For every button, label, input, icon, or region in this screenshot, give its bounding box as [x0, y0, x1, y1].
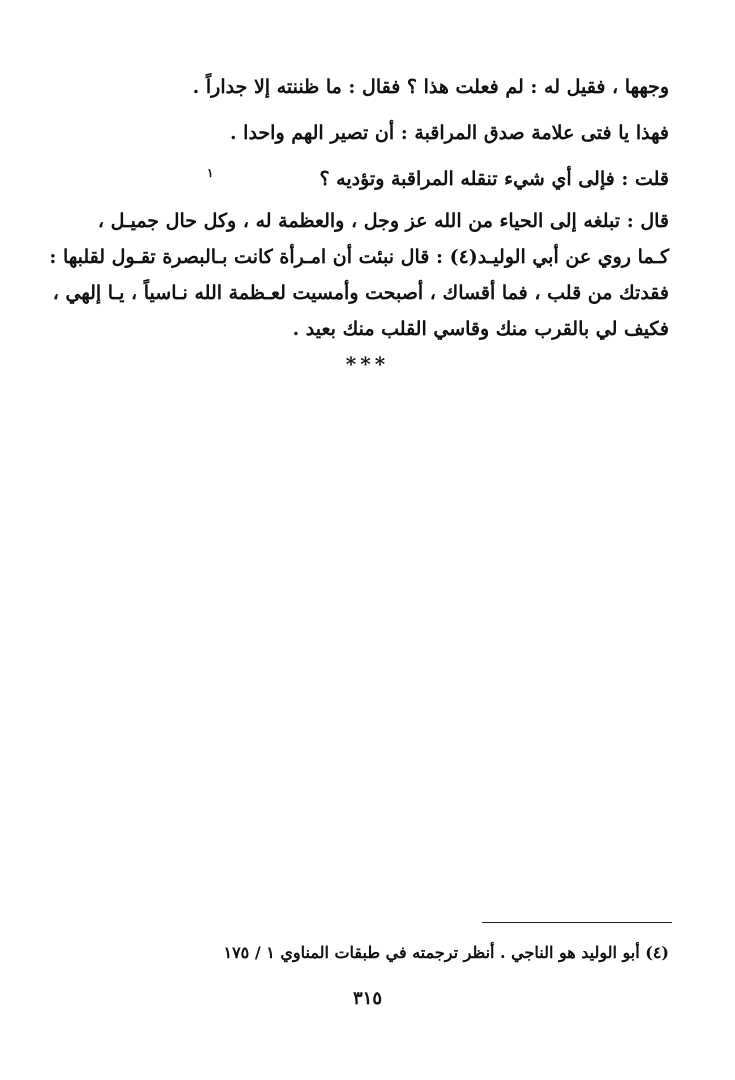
stray-mark: ١	[207, 166, 214, 180]
text-line-1: وجهها ، فقيل له : لم فعلت هذا ؟ فقال : ما ظننته إلا جداراً .	[192, 76, 669, 98]
text-line-4: قال : تبلغه إلى الحياء من الله عز وجل ، والعظمة له ، وكل حال جميـل ،	[97, 210, 669, 232]
text-line-3: قلت : فإلى أي شيء تنقله المراقبة وتؤديه ؟	[319, 168, 669, 190]
footnote-divider	[482, 922, 672, 923]
footnote: (٤) أبو الوليد هو الناجي . أنظر ترجمته في طبقات المناوي ١ / ١٧٥	[223, 943, 669, 962]
text-line-2: فهذا يا فتى علامة صدق المراقبة : أن تصير الهم واحدا .	[229, 122, 669, 144]
text-line-6: فقدتك من قلب ، فما أقساك ، أصبحت وأمسيت لعـظمة الله نـاسياً ، يـا إلهي ،	[52, 282, 669, 304]
text-line-5: كـما روي عن أبي الوليـد(٤) : قال نبئت أن امـرأة كانت بـالبصرة تقـول لقلبها :	[49, 246, 669, 268]
text-line-7: فكيف لي بالقرب منك وقاسي القلب منك بعيد .	[292, 318, 669, 340]
section-separator: ***	[345, 352, 390, 376]
page-number: ٣١٥	[352, 988, 382, 1009]
